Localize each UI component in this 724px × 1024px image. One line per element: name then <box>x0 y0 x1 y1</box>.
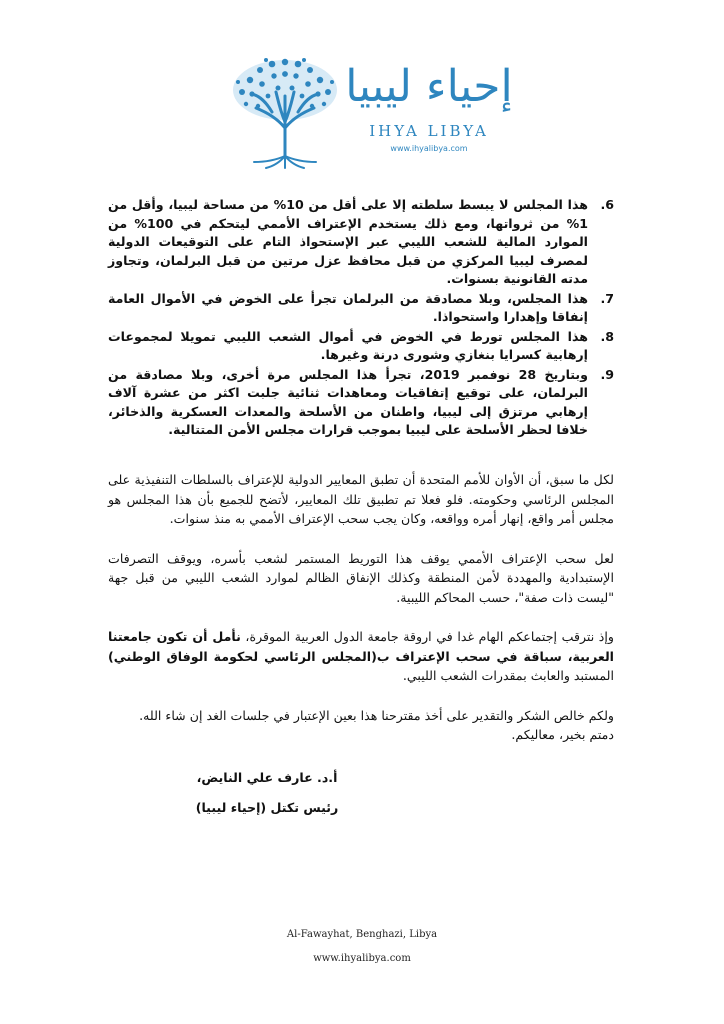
list-item-text: هذا المجلس تورط في الخوض في أموال الشعب الليبي تمويلا لمجموعات إرهابية كسرايا بنغازي وشورى درنة وغيرها. <box>108 328 588 362</box>
list-item-number: 9. <box>600 366 614 382</box>
signature-name: أ.د. عارف علي النايض، <box>196 770 338 785</box>
logo-website-link[interactable]: www.ihyalibya.com <box>390 144 468 153</box>
paragraph-closing <box>108 706 614 745</box>
paragraph-arab-league-start: وإذ نترقب إجتماعكم الهام غدا في اروقة جامعة الدول العربية الموقرة، <box>240 629 614 644</box>
footer-website-link[interactable]: www.ihyalibya.com <box>313 953 411 964</box>
list-item-number: 6. <box>600 197 614 212</box>
closing-regards: دمتم بخير، معاليكم. <box>511 727 614 742</box>
list-item-number: 8. <box>600 328 614 344</box>
paragraph-arab-league-emphasis: نأمل أن تكون جامعتنا العربية، سباقة في سحب الإعتراف ب(المجلس الرئاسي لحكومة الوفاق الوطني) <box>108 629 614 664</box>
list-item-text: هذا المجلس لا يبسط سلطته إلا على أقل من 10% من مساحة ليبيا، وأقل من 1% من ثرواتها، ومع ذلك يستخدم الإعتراف الأممي ليتحكم في 100% من الموارد المالية للشعب الليبي عبر الإستحواذ التام على التوقيعات الدولية لمصرف ليبيا المركزي من قبل محافظ عزل مرتين من قبل البرلمان، وتجاوز مدته القانونية بسنوات. <box>108 197 588 286</box>
list-item-text: هذا المجلس، وبلا مصادقة من البرلمان تجرأ على الخوض في الأموال العامة إنفاقا وإهدارا واستحواذا. <box>108 290 588 324</box>
footer-address: Al-Fawayhat, Benghazi, Libya <box>286 929 438 940</box>
list-item-text: وبتاريخ 28 نوفمبر 2019، تجرأ هذا المجلس مرة أخرى، وبلا مصادقة من البرلمان، على توقيع إتفاقيات ومعاهدات ثنائية جلبت اكثر من عشرة آلاف إرهابي مرتزق إلى ليبيا، واطنان من الأسلحة والمعدات العسكرية والذخائر، خلافا لحظر الأسلحة على ليبيا بموجب قرارات مجلس الأمن المتتالية. <box>108 366 588 437</box>
list-item <box>108 196 614 289</box>
list-item <box>108 290 614 327</box>
list-item <box>108 366 614 440</box>
paragraph-un-recognition: لكل ما سبق، أن الأوان للأمم المتحدة أن تطبق المعايير الدولية للإعتراف بالسلطات التنفيذية على المجلس الرئاسي وحكومته. فلو فعلا تم تطبيق تلك المعايير، لأتضح للجميع بأن هذا المجلس هو مجلس أمر واقع، إنهار أمره وواقعه، وكان يجب سحب الإعتراف الأممي به منذ سنوات. <box>108 472 614 526</box>
signature-title: رئيس تكتل (إحياء ليبيا) <box>195 800 339 815</box>
paragraph-arab-league <box>108 627 614 686</box>
paragraph-withdraw-recognition: لعل سحب الإعتراف الأممي يوقف هذا التوريط المستمر لشعب بأسره، ويوقف التصرفات الإستبدادية والمهددة لأمن المنطقة وكذلك الإنفاق الظالم لموارد الشعب الليبي من قبل جهة "ليست ذات صفة"، حسب المحاكم الليبية. <box>108 550 614 605</box>
list-item-number: 7. <box>600 290 614 306</box>
letter-body <box>108 470 614 765</box>
tree-logo-icon <box>222 52 348 170</box>
list-item <box>108 328 614 365</box>
closing-thanks: ولكم خالص الشكر والتقدير على أخذ مقترحنا هذا بعين الإعتبار في جلسات الغد إن شاء الله. <box>139 707 614 723</box>
numbered-list <box>108 196 614 441</box>
paragraph-arab-league-end: المستبد والعابث بمقدرات الشعب الليبي. <box>402 668 614 683</box>
logo-latin-wordmark: IHYA LIBYA <box>369 122 489 140</box>
logo-arabic-wordmark: إحياء ليبيا <box>345 61 513 112</box>
